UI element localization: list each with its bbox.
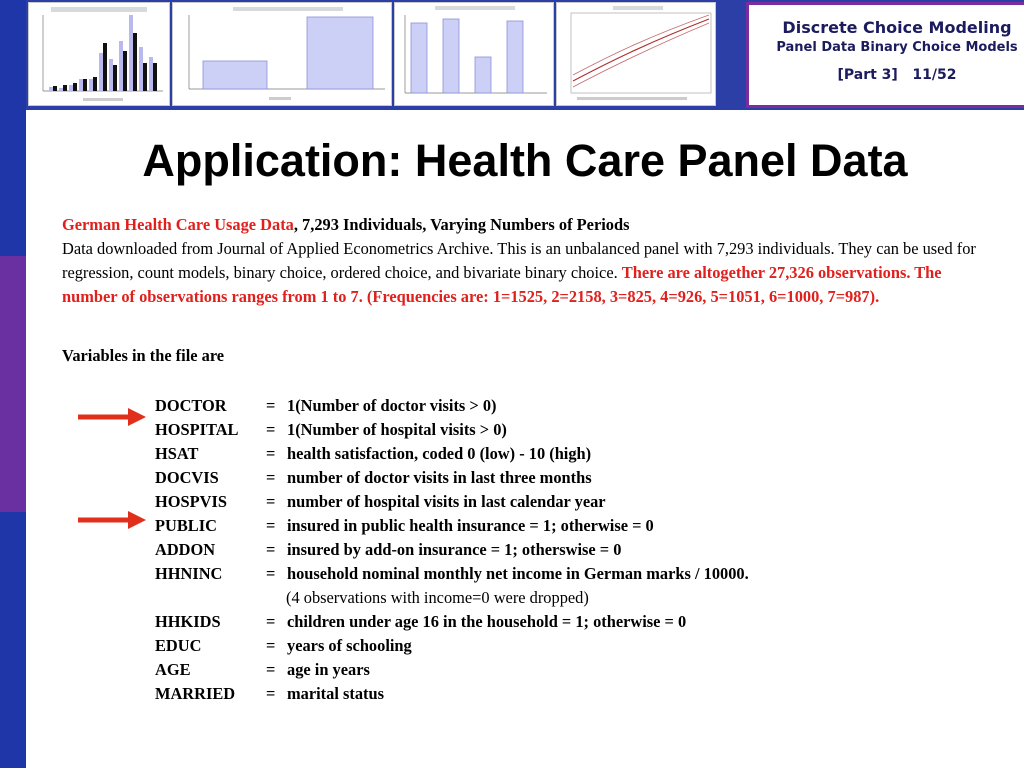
variable-name: PUBLIC xyxy=(155,516,217,535)
variable-note: (4 observations with income=0 were dropped) xyxy=(286,588,589,607)
left-stripe-middle xyxy=(0,256,26,512)
variable-name: HHNINC xyxy=(155,564,223,583)
variable-name: MARRIED xyxy=(155,684,236,703)
variable-description: children under age 16 in the household = 1; otherwise = 0 xyxy=(287,612,687,631)
thumbnail-histogram xyxy=(28,2,170,106)
variable-name: EDUC xyxy=(155,636,202,655)
variable-equals: = xyxy=(266,444,276,463)
dataset-description: Data downloaded from Journal of Applied Econometrics Archive. This is an unbalanced panel with 7,293 individuals. They can be used for regression, count models, binary choice, ordered choice, and bivariate binary choice. xyxy=(62,239,976,282)
variable-description: age in years xyxy=(287,660,370,679)
variable-equals: = xyxy=(266,540,276,559)
arrow-public-icon xyxy=(76,509,148,531)
variable-name: ADDON xyxy=(155,540,216,559)
variable-description: insured by add-on insurance = 1; otherswise = 0 xyxy=(287,540,622,559)
variable-equals: = xyxy=(266,612,276,631)
variable-description: 1(Number of doctor visits > 0) xyxy=(287,396,497,415)
thumbnail-line-chart xyxy=(556,2,716,106)
variable-description: number of doctor visits in last three months xyxy=(287,468,592,487)
course-title: Discrete Choice Modeling xyxy=(782,18,1012,37)
variable-name: DOCTOR xyxy=(155,396,227,415)
intro-paragraph xyxy=(62,213,982,309)
variable-name: HOSPITAL xyxy=(155,420,239,439)
variable-description: years of schooling xyxy=(287,636,412,655)
left-stripe-bottom xyxy=(0,512,26,768)
variable-description: insured in public health insurance = 1; otherwise = 0 xyxy=(287,516,654,535)
thumbnail-bar-chart xyxy=(172,2,392,106)
variable-equals: = xyxy=(266,492,276,511)
observation-note: There are altogether 27,326 observations. The number of observations ranges from 1 to 7. (Frequencies are: 1=1525, 2=2158, 3=825, 4=926, 5=1051, 6=1000, 7=987). xyxy=(62,263,942,306)
variable-name: DOCVIS xyxy=(155,468,219,487)
variable-name: HSAT xyxy=(155,444,199,463)
header-band xyxy=(26,0,1024,110)
variable-equals: = xyxy=(266,516,276,535)
header-title-box xyxy=(746,2,1024,108)
arrow-doctor-icon xyxy=(76,406,148,428)
variable-equals: = xyxy=(266,564,276,583)
variable-equals: = xyxy=(266,420,276,439)
thumbnail-bar-chart-2 xyxy=(394,2,554,106)
lecture-subtitle: Panel Data Binary Choice Models xyxy=(776,40,1018,55)
slide-title: Application: Health Care Panel Data xyxy=(142,135,908,186)
variable-name: AGE xyxy=(155,660,191,679)
dataset-summary: , 7,293 Individuals, Varying Numbers of Periods xyxy=(293,215,630,234)
left-stripe-top xyxy=(0,0,26,256)
variable-equals: = xyxy=(266,684,276,703)
variable-description: marital status xyxy=(287,684,384,703)
dataset-name: German Health Care Usage Data xyxy=(62,215,294,234)
variable-equals: = xyxy=(266,660,276,679)
variables-heading: Variables in the file are xyxy=(62,346,225,365)
variable-equals: = xyxy=(266,396,276,415)
variable-equals: = xyxy=(266,468,276,487)
variable-name: HHKIDS xyxy=(155,612,221,631)
slide-counter: [Part 3] 11/52 xyxy=(837,67,957,83)
variable-equals: = xyxy=(266,636,276,655)
variable-description: health satisfaction, coded 0 (low) - 10 (high) xyxy=(287,444,592,463)
variable-name: HOSPVIS xyxy=(155,492,227,511)
variable-description: number of hospital visits in last calendar year xyxy=(287,492,606,511)
variable-description: 1(Number of hospital visits > 0) xyxy=(287,420,507,439)
variable-description: household nominal monthly net income in German marks / 10000. xyxy=(287,564,749,583)
